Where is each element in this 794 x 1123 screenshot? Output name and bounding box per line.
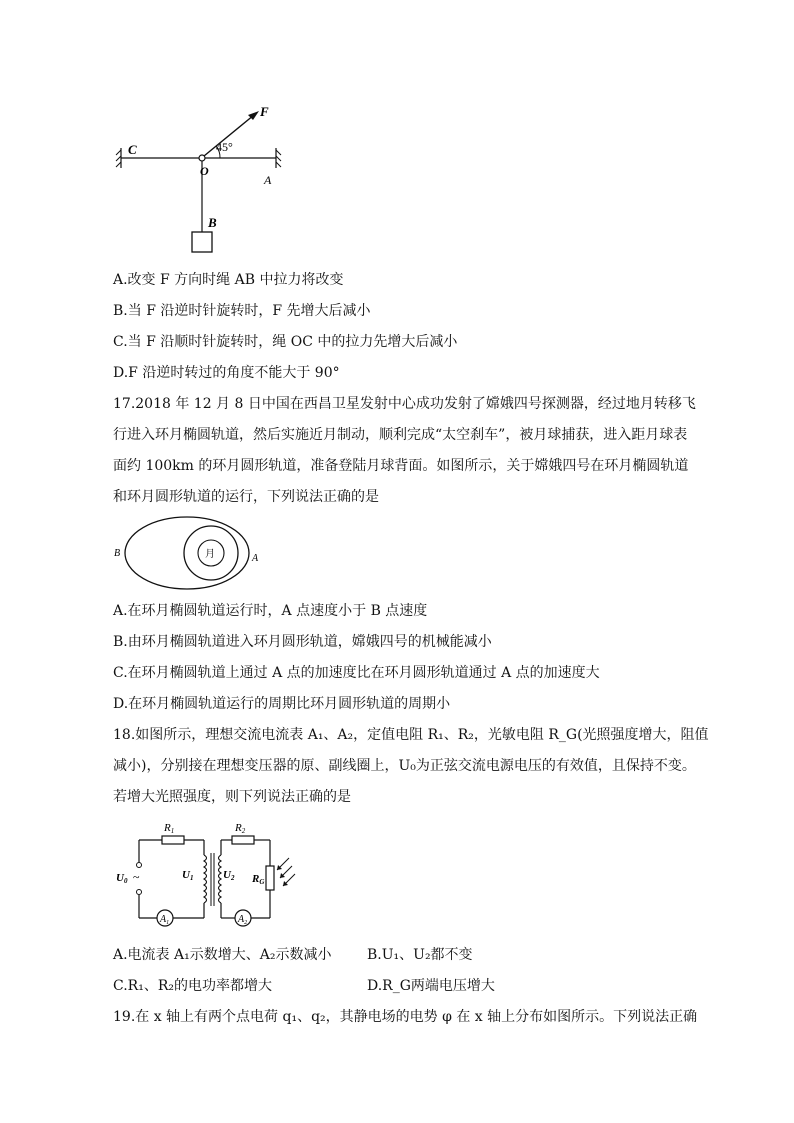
q16-option-d: D.F 沿逆时转过的角度不能大于 90° bbox=[113, 365, 340, 381]
fig3-label-U2: U2 bbox=[223, 869, 235, 882]
fig3-ammeter-A2: $A_2$ bbox=[238, 914, 248, 926]
transformer-circuit-svg bbox=[112, 818, 302, 933]
fig1-label-C: C bbox=[128, 142, 137, 157]
fig2-moon-label: 月 bbox=[205, 549, 215, 560]
q17-stem-line-4: 和环月圆形轨道的运行，下列说法正确的是 bbox=[113, 489, 379, 505]
fig2-label-B: B bbox=[114, 548, 121, 559]
fig3-label-R1: R1 bbox=[164, 822, 175, 835]
q17-stem-line-1: 17.2018 年 12 月 8 日中国在西昌卫星发射中心成功发射了嫦娥四号探测器，经过地月转移飞 bbox=[113, 396, 696, 412]
q17-option-a: A.在环月椭圆轨道运行时，A 点速度小于 B 点速度 bbox=[113, 603, 428, 619]
q18-stem-line-1: 18.如图所示，理想交流电流表 A₁、A₂，定值电阻 R₁、R₂，光敏电阻 R_G(光照强度增大，阻值 bbox=[113, 727, 709, 743]
fig3-ammeter-A1: $A_1$ bbox=[160, 914, 170, 926]
q17-option-c: C.在环月椭圆轨道上通过 A 点的加速度比在环月圆形轨道通过 A 点的加速度大 bbox=[113, 665, 600, 681]
fig3-label-RG: RG bbox=[252, 873, 265, 886]
figure-transformer-circuit bbox=[112, 818, 302, 933]
q16-option-b: B.当 F 沿逆时针旋转时，F 先增大后减小 bbox=[113, 303, 371, 319]
figure-lunar-orbits bbox=[112, 513, 272, 593]
fig1-label-F: F bbox=[260, 104, 269, 119]
q16-option-a: A.改变 F 方向时绳 AB 中拉力将改变 bbox=[113, 272, 344, 288]
q19-stem-line-1: 19.在 x 轴上有两个点电荷 q₁、q₂，其静电场的电势 φ 在 x 轴上分布如图所示。下列说法正确 bbox=[113, 1009, 698, 1025]
fig1-label-O: O bbox=[200, 164, 209, 178]
q17-option-d: D.在环月椭圆轨道运行的周期比环月圆形轨道的周期小 bbox=[113, 696, 451, 712]
fig3-label-U0: U0 bbox=[116, 872, 128, 885]
figure-force-diagram bbox=[112, 100, 292, 255]
lunar-orbits-svg bbox=[112, 513, 272, 593]
fig1-angle-label: 45° bbox=[216, 140, 233, 154]
q18-option-d: D.R_G两端电压增大 bbox=[367, 978, 495, 994]
q17-stem-line-2: 行进入环月椭圆轨道，然后实施近月制动，顺利完成“太空刹车”，被月球捕获，进入距月球表 bbox=[113, 427, 688, 443]
fig2-label-A: A bbox=[252, 553, 259, 564]
q18-stem-line-2: 减小)，分别接在理想变压器的原、副线圈上，U₀为正弦交流电源电压的有效值，且保持不变。 bbox=[113, 758, 696, 774]
q18-stem-line-3: 若增大光照强度，则下列说法正确的是 bbox=[113, 789, 351, 805]
fig1-label-A: A bbox=[264, 173, 272, 187]
q18-option-b: B.U₁、U₂都不变 bbox=[367, 947, 473, 963]
q18-option-c: C.R₁、R₂的电功率都增大 bbox=[113, 978, 272, 994]
force-diagram-svg bbox=[112, 100, 292, 255]
fig3-label-U1: U1 bbox=[182, 869, 194, 882]
q17-stem-line-3: 面约 100km 的环月圆形轨道，准备登陆月球背面。如图所示，关于嫦娥四号在环月椭圆轨道 bbox=[113, 458, 689, 474]
q18-option-a: A.电流表 A₁示数增大、A₂示数减小 bbox=[113, 947, 332, 963]
q16-option-c: C.当 F 沿顺时针旋转时，绳 OC 中的拉力先增大后减小 bbox=[113, 334, 458, 350]
q17-option-b: B.由环月椭圆轨道进入环月圆形轨道，嫦娥四号的机械能减小 bbox=[113, 634, 492, 650]
fig1-label-B: B bbox=[208, 215, 217, 230]
fig3-label-R2: R2 bbox=[235, 822, 246, 835]
fig3-tilde: ~ bbox=[133, 870, 140, 884]
